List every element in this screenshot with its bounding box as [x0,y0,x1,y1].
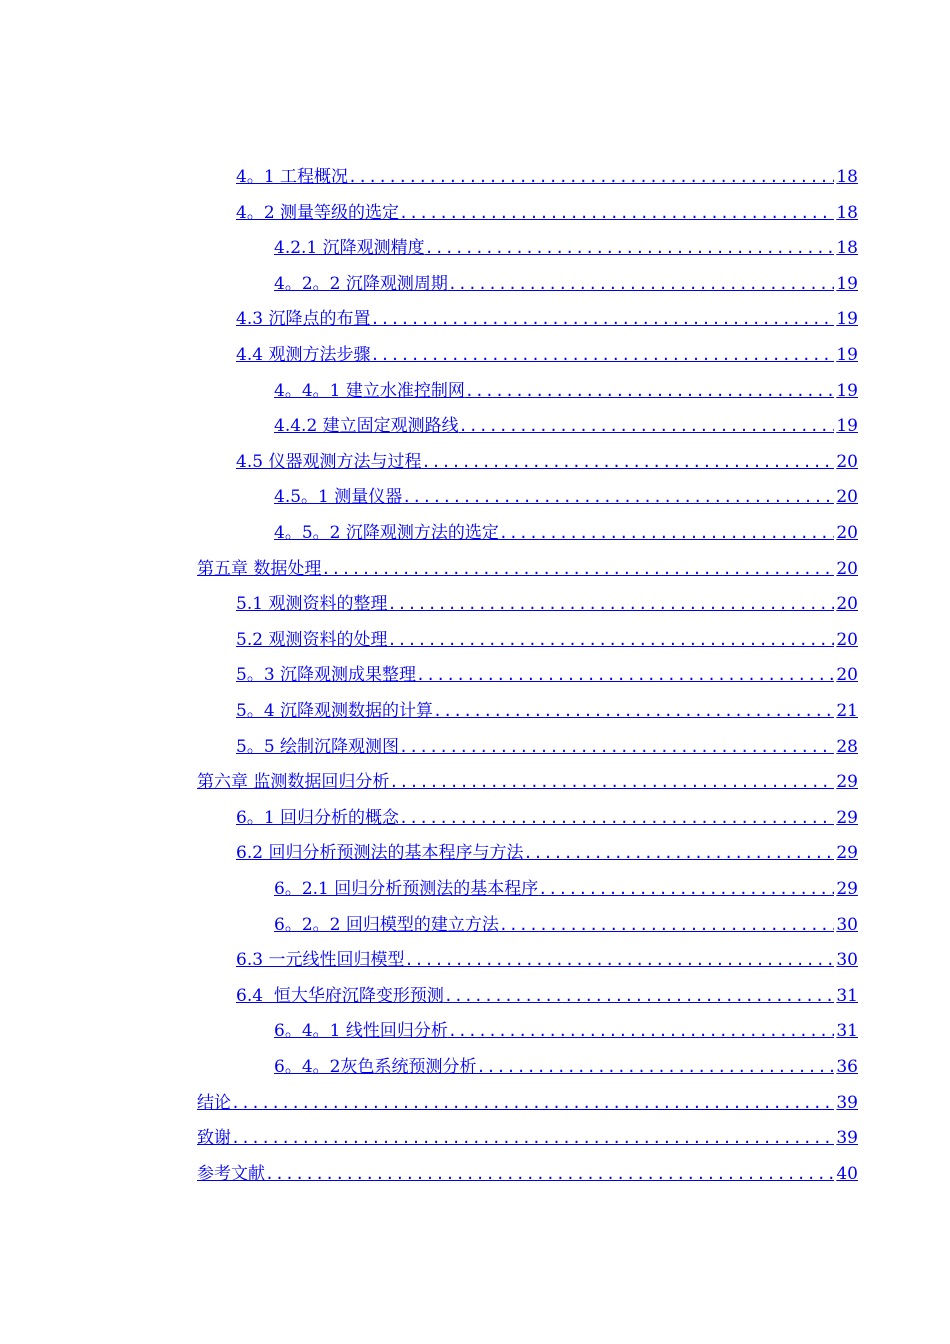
toc-entry-title: 6。2.1 回归分析预测法的基本程序 [274,879,539,899]
toc-entry-5-2[interactable] [236,621,858,651]
toc-entry-4-5[interactable] [236,443,858,473]
toc-entry-conclusion[interactable] [197,1084,858,1114]
toc-entry-page: 20 [836,523,858,543]
toc-entry-page: 18 [836,202,858,223]
toc-leader-dots [231,1127,834,1149]
toc-leader-dots [421,451,834,473]
toc-entry-6-2-2[interactable] [274,906,858,936]
toc-entry-6-3[interactable] [236,941,858,971]
toc-entry-page: 21 [836,701,858,721]
toc-entry-title: 6。4。2灰色系统预测分析 [274,1057,477,1077]
toc-leader-dots [523,842,834,864]
toc-leader-dots [459,415,835,437]
toc-leader-dots [399,202,834,224]
toc-entry-6-4[interactable] [236,977,858,1007]
toc-leader-dots [370,344,834,366]
toc-entry-page: 31 [836,985,858,1006]
toc-entry-title: 4。2。2 沉降观测周期 [274,273,448,294]
toc-entry-4-2[interactable] [236,194,858,224]
toc-leader-dots [425,237,835,259]
toc-entry-title: 4。1 工程概况 [236,167,349,187]
toc-leader-dots [387,629,834,651]
toc-entry-title: 4.2.1 沉降观测精度 [274,238,425,259]
toc-entry-6-2[interactable] [236,834,858,864]
toc-entry-4-3[interactable] [236,300,858,330]
toc-entry-title: 4。2 测量等级的选定 [236,202,400,223]
toc-entry-title: 6.2 回归分析预测法的基本程序与方法 [236,843,524,864]
toc-entry-page: 39 [836,1092,858,1113]
toc-entry-title: 5.1 观测资料的整理 [236,594,388,615]
toc-entry-4-4-1[interactable] [274,372,858,402]
toc-entry-4-2-2[interactable] [274,265,858,295]
toc-entry-page: 19 [836,416,858,437]
toc-entry-page: 30 [836,950,858,971]
toc-entry-4-1[interactable] [236,158,858,188]
toc-entry-title: 6。4。1 线性回归分析 [274,1021,448,1042]
toc-entry-title: 6。1 回归分析的概念 [236,807,400,828]
toc-entry-page: 29 [836,772,858,793]
toc-leader-dots [389,771,834,793]
toc-entry-6-2-1[interactable] [274,870,858,900]
toc-entry-references[interactable] [197,1155,858,1185]
toc-entry-title: 6.3 一元线性回归模型 [236,950,405,971]
toc-entry-title: 5。5 绘制沉降观测图 [236,736,400,757]
toc-entry-4-2-1[interactable] [274,229,858,259]
toc-leader-dots [402,486,834,508]
toc-entry-4-5-1[interactable] [274,478,858,508]
toc-leader-dots [448,273,835,295]
toc-entry-5-4[interactable] [236,692,858,722]
toc-entry-title: 4。5。2 沉降观测方法的选定 [274,523,499,543]
toc-entry-4-4[interactable] [236,336,858,366]
toc-entry-acknowledgements[interactable] [197,1119,858,1149]
toc-leader-dots [476,1056,834,1078]
toc-entry-title: 6。2。2 回归模型的建立方法 [274,914,499,935]
toc-leader-dots [416,664,834,686]
toc-leader-dots [433,700,834,722]
toc-leader-dots [231,1092,834,1114]
toc-entry-page: 30 [836,914,858,935]
toc-entry-page: 31 [836,1021,858,1042]
toc-entry-title: 5。4 沉降观测数据的计算 [236,701,434,721]
toc-entry-chapter-6[interactable] [197,763,858,793]
toc-entry-title: 结论 [197,1092,231,1113]
toc-entry-title: 4.5 仪器观测方法与过程 [236,451,422,472]
toc-entry-title: 致谢 [197,1128,231,1149]
toc-entry-4-5-2[interactable] [274,514,858,544]
toc-entry-title: 参考文献 [197,1163,265,1184]
toc-entry-chapter-5[interactable] [197,550,858,580]
toc-entry-6-4-2[interactable] [274,1048,858,1078]
toc-entry-page: 20 [836,594,858,615]
toc-entry-title: 4。4。1 建立水准控制网 [274,380,465,401]
toc-entry-page: 20 [836,487,858,508]
toc-entry-page: 29 [836,879,858,899]
toc-entry-title: 4.3 沉降点的布置 [236,309,371,330]
toc-entry-page: 19 [836,273,858,294]
toc-leader-dots [499,914,835,936]
toc-entry-title: 5.2 观测资料的处理 [236,629,388,650]
toc-entry-title: 4.4.2 建立固定观测路线 [274,416,459,437]
toc-leader-dots [370,308,834,330]
toc-entry-page: 19 [836,345,858,365]
toc-entry-6-1[interactable] [236,799,858,829]
toc-leader-dots [404,949,834,971]
toc-leader-dots [465,380,835,402]
toc-entry-page: 20 [836,558,858,579]
toc-entry-5-5[interactable] [236,728,858,758]
toc-entry-page: 20 [836,665,858,686]
toc-entry-title: 5。3 沉降观测成果整理 [236,665,417,686]
toc-leader-dots [321,558,834,580]
toc-entry-page: 20 [836,629,858,650]
toc-entry-page: 39 [836,1128,858,1149]
toc-entry-page: 18 [836,238,858,259]
toc-entry-page: 36 [836,1057,858,1077]
toc-leader-dots [538,878,834,900]
toc-entry-page: 18 [836,167,858,187]
toc-entry-5-3[interactable] [236,656,858,686]
toc-leader-dots [265,1163,834,1185]
toc-leader-dots [499,522,835,544]
toc-entry-page: 40 [836,1163,858,1184]
toc-entry-5-1[interactable] [236,585,858,615]
toc-leader-dots [387,593,834,615]
toc-leader-dots [399,736,834,758]
toc-entry-title: 6.4 恒大华府沉降变形预测 [236,985,444,1006]
toc-entry-title: 4.4 观测方法步骤 [236,345,371,365]
toc-entry-page: 19 [836,380,858,401]
toc-entry-4-4-2[interactable] [274,407,858,437]
toc-entry-title: 4.5。1 测量仪器 [274,487,403,508]
toc-entry-page: 28 [836,736,858,757]
toc-leader-dots [399,807,834,829]
toc-entry-6-4-1[interactable] [274,1012,858,1042]
toc-entry-title: 第六章 监测数据回归分析 [197,772,390,793]
toc-leader-dots [348,166,834,188]
toc-entry-page: 19 [836,309,858,330]
toc-entry-page: 20 [836,451,858,472]
toc-leader-dots [444,985,835,1007]
toc-entry-page: 29 [836,807,858,828]
toc-entry-title: 第五章 数据处理 [197,558,322,579]
toc-leader-dots [448,1020,835,1042]
toc-entry-page: 29 [836,843,858,864]
